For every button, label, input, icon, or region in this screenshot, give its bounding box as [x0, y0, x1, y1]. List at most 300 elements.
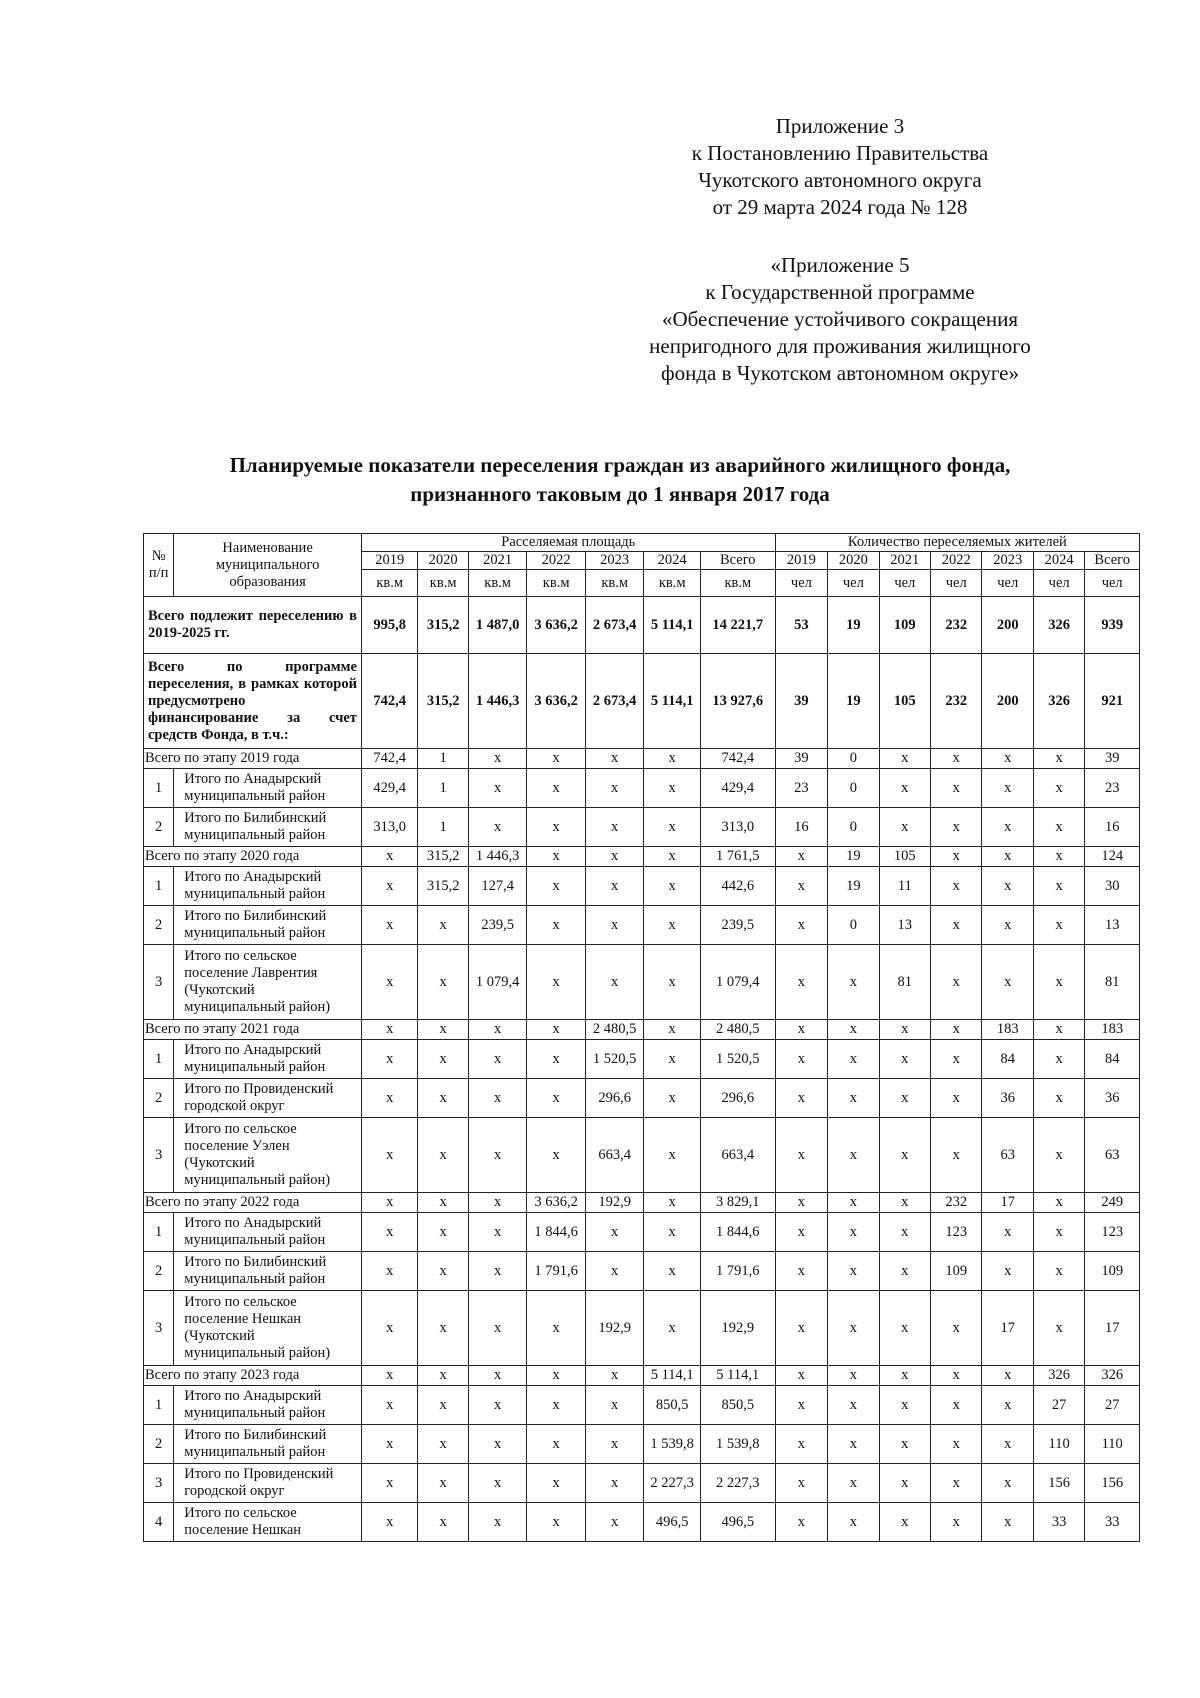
table-row	[144, 1386, 1140, 1425]
area-value-cell: 5 114,1	[644, 1366, 701, 1386]
area-value-cell: х	[644, 1291, 701, 1366]
people-value-cell: 19	[828, 867, 879, 906]
area-value-cell: 315,2	[418, 867, 468, 906]
area-value-cell: х	[468, 1386, 527, 1425]
area-value-cell: х	[468, 1503, 527, 1542]
people-value-cell: 109	[931, 1252, 982, 1291]
row-number: 1	[144, 769, 174, 808]
area-value-cell: х	[585, 1252, 644, 1291]
area-value-cell: х	[468, 749, 527, 769]
table-row	[144, 1252, 1140, 1291]
area-value-cell: х	[527, 1464, 586, 1503]
area-value-cell: 429,4	[361, 769, 418, 808]
people-value-cell: 232	[931, 654, 982, 749]
area-value-cell: 850,5	[644, 1386, 701, 1425]
people-value-cell: 81	[879, 945, 930, 1020]
table-row	[144, 1425, 1140, 1464]
area-value-cell: х	[585, 769, 644, 808]
area-value-cell: 1 520,5	[700, 1040, 775, 1079]
people-value-cell: х	[879, 1118, 930, 1193]
people-value-cell: 17	[982, 1193, 1033, 1213]
row-number: 1	[144, 1386, 174, 1425]
area-year-header: 2023	[585, 552, 644, 570]
people-value-cell: х	[982, 1503, 1033, 1542]
area-value-cell: х	[585, 1425, 644, 1464]
area-value-cell: 192,9	[585, 1291, 644, 1366]
area-value-cell: х	[418, 906, 468, 945]
people-value-cell: 39	[775, 749, 827, 769]
area-value-cell: 13 927,6	[700, 654, 775, 749]
people-value-cell: 232	[931, 1193, 982, 1213]
people-value-cell: х	[982, 1464, 1033, 1503]
row-number: 2	[144, 906, 174, 945]
area-unit-header: кв.м	[644, 570, 701, 597]
program-header	[590, 252, 1090, 387]
people-value-cell: х	[828, 1079, 879, 1118]
people-value-cell: х	[775, 906, 827, 945]
area-value-cell: х	[585, 808, 644, 847]
area-value-cell: 1 446,3	[468, 654, 527, 749]
people-value-cell: х	[1033, 1291, 1084, 1366]
stage-total-row	[144, 1020, 1140, 1040]
area-value-cell: 1 079,4	[700, 945, 775, 1020]
area-value-cell: х	[585, 749, 644, 769]
people-value-cell: 109	[1085, 1252, 1140, 1291]
municipality-name: Итого по Анадырский муниципальный район	[174, 1040, 362, 1079]
people-value-cell: х	[982, 1425, 1033, 1464]
people-year-header: 2022	[931, 552, 982, 570]
people-unit-header: чел	[982, 570, 1033, 597]
people-year-header: 2020	[828, 552, 879, 570]
area-value-cell: х	[468, 1464, 527, 1503]
people-value-cell: 39	[775, 654, 827, 749]
people-value-cell: х	[982, 847, 1033, 867]
people-value-cell: 232	[931, 597, 982, 654]
people-value-cell: х	[931, 867, 982, 906]
table-row	[144, 1213, 1140, 1252]
people-year-header: 2024	[1033, 552, 1084, 570]
people-value-cell: х	[931, 1040, 982, 1079]
area-value-cell: х	[361, 1020, 418, 1040]
people-value-cell: х	[931, 945, 982, 1020]
people-value-cell: 200	[982, 654, 1033, 749]
people-value-cell: 0	[828, 808, 879, 847]
people-value-cell: х	[828, 1425, 879, 1464]
area-value-cell: 296,6	[585, 1079, 644, 1118]
people-value-cell: х	[879, 1040, 930, 1079]
area-value-cell: 1 539,8	[700, 1425, 775, 1464]
area-value-cell: х	[468, 808, 527, 847]
table-row	[144, 1118, 1140, 1193]
area-value-cell: х	[527, 1118, 586, 1193]
people-value-cell: х	[775, 1213, 827, 1252]
area-value-cell: х	[418, 1020, 468, 1040]
area-value-cell: 315,2	[418, 597, 468, 654]
area-unit-header: кв.м	[361, 570, 418, 597]
people-value-cell: х	[879, 1252, 930, 1291]
people-value-cell: 183	[982, 1020, 1033, 1040]
area-value-cell: 742,4	[361, 749, 418, 769]
people-value-cell: 13	[1085, 906, 1140, 945]
col-num-header: № п/п	[144, 534, 174, 597]
people-value-cell: х	[775, 1386, 827, 1425]
area-value-cell: 127,4	[468, 867, 527, 906]
area-value-cell: х	[418, 1040, 468, 1079]
area-value-cell: х	[527, 1020, 586, 1040]
people-year-header: Всего	[1085, 552, 1140, 570]
people-value-cell: х	[879, 1213, 930, 1252]
people-value-cell: 200	[982, 597, 1033, 654]
municipality-name: Итого по Провиденский городской округ	[174, 1079, 362, 1118]
people-value-cell: х	[828, 1366, 879, 1386]
area-value-cell: 1 079,4	[468, 945, 527, 1020]
people-value-cell: х	[982, 1366, 1033, 1386]
stage-label: Всего по этапу 2019 года	[144, 749, 362, 769]
municipality-name: Итого по Анадырский муниципальный район	[174, 1213, 362, 1252]
people-value-cell: 110	[1085, 1425, 1140, 1464]
area-year-header: 2020	[418, 552, 468, 570]
municipality-name: Итого по Билибинский муниципальный район	[174, 1425, 362, 1464]
people-value-cell: 16	[1085, 808, 1140, 847]
area-year-header: 2024	[644, 552, 701, 570]
people-unit-header: чел	[1085, 570, 1140, 597]
people-value-cell: 27	[1033, 1386, 1084, 1425]
area-value-cell: х	[644, 945, 701, 1020]
area-value-cell: 1	[418, 749, 468, 769]
area-year-header: 2022	[527, 552, 586, 570]
area-value-cell: х	[361, 906, 418, 945]
area-value-cell: 5 114,1	[644, 597, 701, 654]
people-value-cell: х	[879, 1425, 930, 1464]
col-name-header: Наименование муниципального образования	[174, 534, 362, 597]
area-value-cell: х	[527, 1291, 586, 1366]
area-value-cell: 663,4	[700, 1118, 775, 1193]
municipality-name: Итого по Провиденский городской округ	[174, 1464, 362, 1503]
area-value-cell: 1 520,5	[585, 1040, 644, 1079]
area-value-cell: х	[527, 867, 586, 906]
row-number: 1	[144, 1040, 174, 1079]
area-value-cell: х	[585, 906, 644, 945]
area-value-cell: х	[527, 1386, 586, 1425]
people-value-cell: 326	[1033, 1366, 1084, 1386]
area-value-cell: 995,8	[361, 597, 418, 654]
area-value-cell: 2 227,3	[644, 1464, 701, 1503]
area-value-cell: 1	[418, 808, 468, 847]
people-value-cell: х	[1033, 749, 1084, 769]
people-value-cell: х	[931, 1425, 982, 1464]
area-value-cell: х	[527, 769, 586, 808]
people-value-cell: 249	[1085, 1193, 1140, 1213]
summary-row	[144, 654, 1140, 749]
title-line-2: признанного таковым до 1 января 2017 года	[410, 482, 830, 506]
people-value-cell: х	[775, 1366, 827, 1386]
area-unit-header: кв.м	[700, 570, 775, 597]
people-value-cell: х	[1033, 769, 1084, 808]
people-value-cell: х	[879, 1291, 930, 1366]
area-value-cell: х	[585, 847, 644, 867]
area-value-cell: 663,4	[585, 1118, 644, 1193]
area-value-cell: х	[361, 1252, 418, 1291]
area-unit-header: кв.м	[527, 570, 586, 597]
area-value-cell: 1 844,6	[700, 1213, 775, 1252]
people-value-cell: х	[982, 945, 1033, 1020]
people-value-cell: х	[1033, 808, 1084, 847]
people-value-cell: х	[1033, 867, 1084, 906]
people-value-cell: 33	[1085, 1503, 1140, 1542]
people-value-cell: х	[879, 1386, 930, 1425]
people-value-cell: 105	[879, 654, 930, 749]
people-value-cell: 19	[828, 847, 879, 867]
area-value-cell: 1	[418, 769, 468, 808]
area-value-cell: х	[644, 1193, 701, 1213]
table-row	[144, 1503, 1140, 1542]
people-value-cell: 36	[1085, 1079, 1140, 1118]
people-value-cell: х	[982, 906, 1033, 945]
people-value-cell: 17	[982, 1291, 1033, 1366]
area-value-cell: 5 114,1	[644, 654, 701, 749]
area-value-cell: х	[418, 1425, 468, 1464]
people-value-cell: 53	[775, 597, 827, 654]
people-value-cell: х	[775, 1193, 827, 1213]
row-number: 3	[144, 1118, 174, 1193]
people-value-cell: 84	[982, 1040, 1033, 1079]
area-value-cell: х	[468, 1366, 527, 1386]
area-value-cell: х	[527, 1425, 586, 1464]
people-value-cell: 0	[828, 749, 879, 769]
area-year-header: Всего	[700, 552, 775, 570]
area-value-cell: 3 636,2	[527, 597, 586, 654]
people-value-cell: 326	[1033, 654, 1084, 749]
area-value-cell: х	[585, 945, 644, 1020]
people-value-cell: 27	[1085, 1386, 1140, 1425]
resettlement-table-wrapper	[143, 533, 1140, 1542]
municipality-name: Итого по сельское поселение Нешкан	[174, 1503, 362, 1542]
row-number: 3	[144, 1464, 174, 1503]
area-year-header: 2021	[468, 552, 527, 570]
people-value-cell: х	[879, 1193, 930, 1213]
people-value-cell: х	[879, 1366, 930, 1386]
people-value-cell: 123	[931, 1213, 982, 1252]
people-value-cell: 326	[1085, 1366, 1140, 1386]
table-row	[144, 769, 1140, 808]
appendix-header	[590, 113, 1090, 221]
people-value-cell: х	[931, 906, 982, 945]
area-value-cell: х	[527, 749, 586, 769]
area-value-cell: 1 844,6	[527, 1213, 586, 1252]
people-value-cell: х	[931, 1386, 982, 1425]
area-value-cell: х	[468, 1040, 527, 1079]
people-value-cell: 30	[1085, 867, 1140, 906]
people-value-cell: х	[931, 1366, 982, 1386]
municipality-name: Итого по Анадырский муниципальный район	[174, 769, 362, 808]
people-value-cell: 39	[1085, 749, 1140, 769]
header-line: «Приложение 5	[770, 253, 910, 277]
area-value-cell: х	[527, 847, 586, 867]
people-value-cell: 33	[1033, 1503, 1084, 1542]
people-value-cell: х	[828, 1118, 879, 1193]
table-row	[144, 945, 1140, 1020]
area-value-cell: х	[468, 1252, 527, 1291]
people-value-cell: х	[879, 769, 930, 808]
people-value-cell: 81	[1085, 945, 1140, 1020]
people-value-cell: х	[775, 1040, 827, 1079]
people-value-cell: х	[931, 1020, 982, 1040]
header-line: к Постановлению Правительства	[691, 141, 989, 165]
people-unit-header: чел	[931, 570, 982, 597]
area-value-cell: 2 673,4	[585, 654, 644, 749]
area-value-cell: х	[418, 1213, 468, 1252]
municipality-name: Итого по Анадырский муниципальный район	[174, 867, 362, 906]
area-value-cell: х	[418, 945, 468, 1020]
area-value-cell: х	[361, 1193, 418, 1213]
area-value-cell: 2 480,5	[585, 1020, 644, 1040]
people-value-cell: 11	[879, 867, 930, 906]
table-row	[144, 1464, 1140, 1503]
summary-row	[144, 597, 1140, 654]
area-value-cell: х	[644, 749, 701, 769]
area-value-cell: х	[468, 1118, 527, 1193]
area-value-cell: х	[468, 1213, 527, 1252]
area-value-cell: 192,9	[700, 1291, 775, 1366]
row-number: 1	[144, 1213, 174, 1252]
area-value-cell: 296,6	[700, 1079, 775, 1118]
area-value-cell: х	[585, 1464, 644, 1503]
area-value-cell: 1 487,0	[468, 597, 527, 654]
people-value-cell: х	[1033, 1079, 1084, 1118]
area-value-cell: х	[585, 1386, 644, 1425]
area-value-cell: х	[644, 1040, 701, 1079]
people-unit-header: чел	[828, 570, 879, 597]
people-value-cell: 326	[1033, 597, 1084, 654]
people-value-cell: х	[931, 847, 982, 867]
stage-total-row	[144, 1193, 1140, 1213]
area-value-cell: 3 829,1	[700, 1193, 775, 1213]
area-value-cell: х	[644, 1118, 701, 1193]
area-unit-header: кв.м	[468, 570, 527, 597]
area-value-cell: 239,5	[700, 906, 775, 945]
area-value-cell: х	[468, 1291, 527, 1366]
people-value-cell: х	[931, 1118, 982, 1193]
area-value-cell: х	[361, 867, 418, 906]
area-value-cell: 1 791,6	[700, 1252, 775, 1291]
people-value-cell: х	[828, 1386, 879, 1425]
area-value-cell: х	[418, 1193, 468, 1213]
area-value-cell: х	[644, 1020, 701, 1040]
people-value-cell: х	[982, 1213, 1033, 1252]
people-value-cell: х	[1033, 1193, 1084, 1213]
area-value-cell: 1 791,6	[527, 1252, 586, 1291]
people-value-cell: х	[1033, 847, 1084, 867]
people-value-cell: х	[879, 1503, 930, 1542]
area-value-cell: х	[527, 1503, 586, 1542]
people-unit-header: чел	[775, 570, 827, 597]
people-value-cell: х	[1033, 945, 1084, 1020]
people-value-cell: х	[1033, 1040, 1084, 1079]
area-value-cell: 742,4	[700, 749, 775, 769]
table-row	[144, 867, 1140, 906]
area-value-cell: 313,0	[700, 808, 775, 847]
people-value-cell: х	[775, 945, 827, 1020]
municipality-name: Итого по сельское поселение Уэлен (Чукотский муниципальный район)	[174, 1118, 362, 1193]
table-row	[144, 1291, 1140, 1366]
people-value-cell: х	[931, 1464, 982, 1503]
people-value-cell: х	[931, 769, 982, 808]
area-value-cell: 496,5	[644, 1503, 701, 1542]
people-unit-header: чел	[879, 570, 930, 597]
area-value-cell: 239,5	[468, 906, 527, 945]
area-value-cell: х	[644, 808, 701, 847]
people-value-cell: х	[879, 749, 930, 769]
row-number: 2	[144, 808, 174, 847]
row-number: 2	[144, 1252, 174, 1291]
header-row-groups	[144, 534, 1140, 552]
area-value-cell: 315,2	[418, 847, 468, 867]
area-value-cell: х	[468, 769, 527, 808]
table-row	[144, 906, 1140, 945]
area-value-cell: х	[468, 1193, 527, 1213]
stage-total-row	[144, 847, 1140, 867]
people-value-cell: 105	[879, 847, 930, 867]
stage-label: Всего по этапу 2020 года	[144, 847, 362, 867]
area-value-cell: х	[644, 867, 701, 906]
area-value-cell: х	[361, 1425, 418, 1464]
people-value-cell: х	[982, 808, 1033, 847]
area-value-cell: х	[644, 1213, 701, 1252]
area-value-cell: 3 636,2	[527, 1193, 586, 1213]
area-value-cell: х	[361, 847, 418, 867]
people-value-cell: 63	[982, 1118, 1033, 1193]
area-value-cell: х	[468, 1079, 527, 1118]
area-value-cell: х	[361, 1503, 418, 1542]
people-value-cell: х	[879, 1464, 930, 1503]
people-value-cell: х	[982, 769, 1033, 808]
stage-label: Всего по этапу 2023 года	[144, 1366, 362, 1386]
table-row	[144, 1040, 1140, 1079]
people-group-header: Количество переселяемых жителей	[775, 534, 1139, 552]
area-value-cell: х	[361, 1291, 418, 1366]
area-value-cell: 742,4	[361, 654, 418, 749]
area-value-cell: х	[361, 1366, 418, 1386]
area-value-cell: х	[418, 1464, 468, 1503]
row-number: 3	[144, 945, 174, 1020]
people-value-cell: 156	[1033, 1464, 1084, 1503]
area-value-cell: х	[527, 945, 586, 1020]
area-value-cell: 442,6	[700, 867, 775, 906]
people-value-cell: 921	[1085, 654, 1140, 749]
people-value-cell: 36	[982, 1079, 1033, 1118]
area-value-cell: х	[585, 867, 644, 906]
area-value-cell: х	[361, 1213, 418, 1252]
people-unit-header: чел	[1033, 570, 1084, 597]
people-value-cell: 19	[828, 597, 879, 654]
area-value-cell: х	[644, 847, 701, 867]
area-value-cell: 496,5	[700, 1503, 775, 1542]
header-line: от 29 марта 2024 года № 128	[712, 195, 968, 219]
header-line: к Государственной программе	[705, 280, 975, 304]
people-value-cell: х	[775, 1464, 827, 1503]
people-value-cell: 84	[1085, 1040, 1140, 1079]
area-value-cell: х	[585, 1366, 644, 1386]
area-value-cell: х	[418, 1118, 468, 1193]
people-value-cell: х	[828, 1020, 879, 1040]
people-value-cell: 63	[1085, 1118, 1140, 1193]
table-body	[144, 597, 1140, 1542]
area-value-cell: 2 673,4	[585, 597, 644, 654]
people-value-cell: х	[775, 1252, 827, 1291]
people-value-cell: х	[775, 1079, 827, 1118]
people-value-cell: 109	[879, 597, 930, 654]
area-value-cell: х	[527, 808, 586, 847]
